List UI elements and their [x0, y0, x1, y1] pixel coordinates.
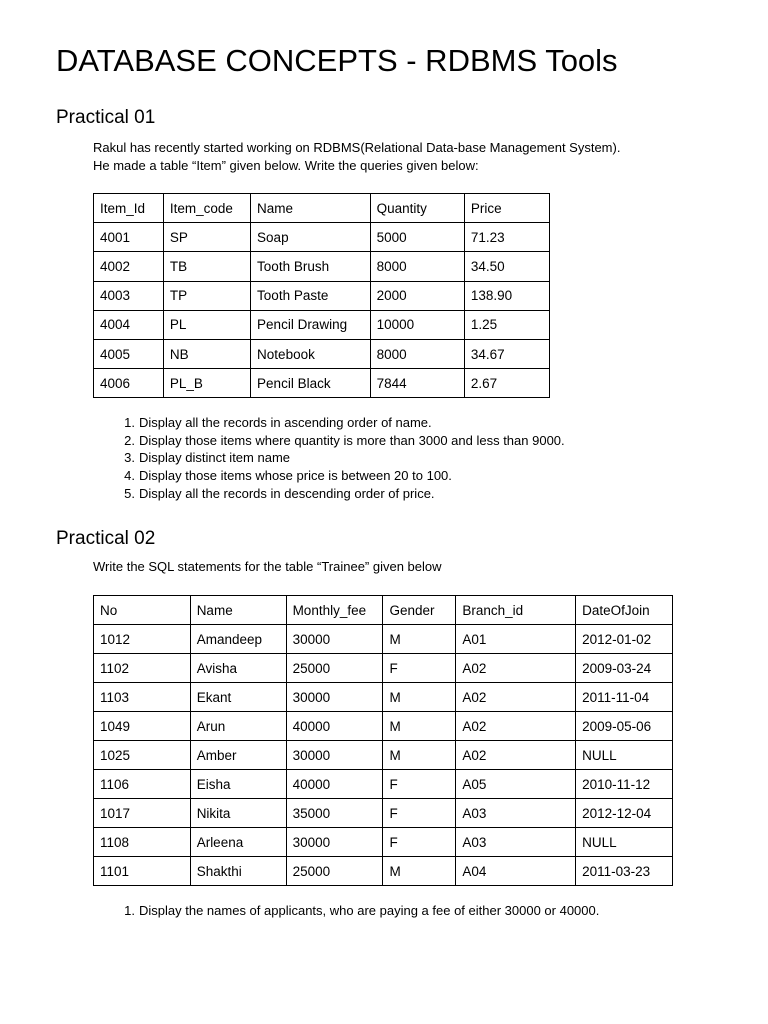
table-row — [94, 799, 673, 828]
task-item — [124, 449, 565, 467]
table-cell-quantity: 8000 — [370, 252, 464, 281]
table-cell-item-code: SP — [163, 223, 250, 252]
table-cell-name: Amandeep — [190, 625, 286, 654]
table-header-row — [94, 596, 673, 625]
table-cell-item-code: TP — [163, 281, 250, 310]
table-cell-gender: M — [383, 857, 456, 886]
table-cell-price: 1.25 — [464, 310, 549, 339]
table-row — [94, 310, 550, 339]
table-cell-branch-id: A02 — [456, 712, 576, 741]
table-cell-gender: M — [383, 741, 456, 770]
table-cell-name: Tooth Paste — [251, 281, 371, 310]
table-cell-date-of-join: 2011-11-04 — [576, 683, 673, 712]
table-cell-item-id: 4006 — [94, 369, 164, 398]
table-cell-monthly-fee: 30000 — [286, 683, 383, 712]
task-item — [124, 485, 565, 503]
table-cell-no: 1106 — [94, 770, 191, 799]
table-cell-date-of-join: 2011-03-23 — [576, 857, 673, 886]
task-number: 4. — [124, 468, 135, 484]
table-cell-name: Notebook — [251, 339, 371, 368]
table-cell-name: Arleena — [190, 828, 286, 857]
table-cell-no: 1101 — [94, 857, 191, 886]
table-cell-price: 71.23 — [464, 223, 549, 252]
table-cell-branch-id: A04 — [456, 857, 576, 886]
table-cell-no: 1012 — [94, 625, 191, 654]
table-cell-gender: M — [383, 625, 456, 654]
table-cell-item-id: 4005 — [94, 339, 164, 368]
task-number: 1. — [124, 903, 135, 918]
table-row — [94, 683, 673, 712]
task-text: Display the names of applicants, who are paying a fee of either 30000 or 40000. — [139, 903, 600, 918]
task-item — [124, 414, 565, 432]
table-cell-item-id: 4002 — [94, 252, 164, 281]
page-title: DATABASE CONCEPTS - RDBMS Tools — [56, 43, 618, 78]
table-cell-quantity: 2000 — [370, 281, 464, 310]
practical-02-task-list — [124, 902, 600, 920]
table-cell-price: 138.90 — [464, 281, 549, 310]
table-cell-monthly-fee: 30000 — [286, 828, 383, 857]
practical-01-task-list — [124, 414, 565, 503]
table-cell-branch-id: A03 — [456, 799, 576, 828]
table-cell-branch-id: A05 — [456, 770, 576, 799]
intro-line-2: He made a table “Item” given below. Write the queries given below: — [93, 157, 479, 173]
table-cell-no: 1103 — [94, 683, 191, 712]
table-cell-monthly-fee: 35000 — [286, 799, 383, 828]
table-cell-date-of-join: NULL — [576, 741, 673, 770]
task-text: Display all the records in descending order of price. — [139, 485, 435, 501]
table-cell-quantity: 8000 — [370, 339, 464, 368]
table-row — [94, 369, 550, 398]
table-cell-item-id: 4001 — [94, 223, 164, 252]
table-row — [94, 252, 550, 281]
table-cell-name: Soap — [251, 223, 371, 252]
table-cell-item-code: TB — [163, 252, 250, 281]
table-cell-name: Amber — [190, 741, 286, 770]
table-cell-quantity: 7844 — [370, 369, 464, 398]
task-text: Display all the records in ascending order of name. — [139, 415, 432, 430]
task-item — [124, 902, 600, 920]
task-text: Display those items whose price is between 20 to 100. — [139, 468, 452, 484]
table-cell-no: 1108 — [94, 828, 191, 857]
table-cell-date-of-join: 2012-12-04 — [576, 799, 673, 828]
practical-01-intro — [93, 139, 620, 174]
table-cell-item-id: 4004 — [94, 310, 164, 339]
table-cell-gender: M — [383, 683, 456, 712]
task-item — [124, 467, 565, 485]
table-cell-no: 1025 — [94, 741, 191, 770]
intro-line-1: Rakul has recently started working on RDBMS(Relational Data-base Management System). — [93, 140, 621, 155]
table-cell-branch-id: A02 — [456, 654, 576, 683]
table-row — [94, 223, 550, 252]
task-item — [124, 432, 565, 450]
table-header-row — [94, 194, 550, 223]
task-text: Display those items where quantity is more than 3000 and less than 9000. — [139, 432, 565, 448]
table-cell-date-of-join: 2012-01-02 — [576, 625, 673, 654]
table-cell-item-code: NB — [163, 339, 250, 368]
table-cell-name: Tooth Brush — [251, 252, 371, 281]
practical-02-intro: Write the SQL statements for the table “Trainee” given below — [93, 559, 442, 574]
table-cell-monthly-fee: 40000 — [286, 770, 383, 799]
table-row — [94, 712, 673, 741]
table-cell-price: 2.67 — [464, 369, 549, 398]
trainee-table — [93, 595, 673, 886]
column-header: DateOfJoin — [576, 596, 673, 625]
column-header: Name — [251, 194, 371, 223]
practical-01-heading: Practical 01 — [56, 107, 156, 128]
table-cell-branch-id: A03 — [456, 828, 576, 857]
table-row — [94, 741, 673, 770]
table-cell-gender: F — [383, 828, 456, 857]
table-cell-monthly-fee: 25000 — [286, 654, 383, 683]
column-header: Item_code — [163, 194, 250, 223]
column-header: Branch_id — [456, 596, 576, 625]
table-cell-name: Avisha — [190, 654, 286, 683]
table-cell-item-code: PL — [163, 310, 250, 339]
table-cell-name: Nikita — [190, 799, 286, 828]
table-cell-date-of-join: 2010-11-12 — [576, 770, 673, 799]
table-row — [94, 857, 673, 886]
task-number: 3. — [124, 450, 135, 466]
table-cell-gender: F — [383, 770, 456, 799]
column-header: No — [94, 596, 191, 625]
table-row — [94, 654, 673, 683]
table-cell-branch-id: A02 — [456, 683, 576, 712]
table-cell-quantity: 5000 — [370, 223, 464, 252]
table-cell-gender: F — [383, 654, 456, 683]
task-number: 2. — [124, 432, 135, 448]
table-cell-quantity: 10000 — [370, 310, 464, 339]
item-table — [93, 193, 550, 398]
task-number: 1. — [124, 415, 135, 430]
column-header: Quantity — [370, 194, 464, 223]
table-cell-no: 1017 — [94, 799, 191, 828]
table-cell-name: Shakthi — [190, 857, 286, 886]
table-cell-branch-id: A02 — [456, 741, 576, 770]
table-cell-monthly-fee: 40000 — [286, 712, 383, 741]
table-cell-date-of-join: 2009-03-24 — [576, 654, 673, 683]
table-cell-no: 1102 — [94, 654, 191, 683]
column-header: Price — [464, 194, 549, 223]
column-header: Gender — [383, 596, 456, 625]
task-number: 5. — [124, 485, 135, 501]
table-cell-name: Ekant — [190, 683, 286, 712]
table-cell-price: 34.50 — [464, 252, 549, 281]
table-cell-date-of-join: NULL — [576, 828, 673, 857]
table-cell-item-code: PL_B — [163, 369, 250, 398]
column-header: Monthly_fee — [286, 596, 383, 625]
table-cell-name: Pencil Black — [251, 369, 371, 398]
practical-02-heading: Practical 02 — [56, 528, 156, 549]
table-cell-monthly-fee: 30000 — [286, 741, 383, 770]
table-cell-name: Eisha — [190, 770, 286, 799]
table-cell-name: Pencil Drawing — [251, 310, 371, 339]
table-cell-item-id: 4003 — [94, 281, 164, 310]
table-cell-gender: M — [383, 712, 456, 741]
task-text: Display distinct item name — [139, 450, 290, 466]
table-cell-date-of-join: 2009-05-06 — [576, 712, 673, 741]
table-cell-monthly-fee: 30000 — [286, 625, 383, 654]
table-cell-monthly-fee: 25000 — [286, 857, 383, 886]
table-row — [94, 828, 673, 857]
table-cell-name: Arun — [190, 712, 286, 741]
table-cell-gender: F — [383, 799, 456, 828]
table-row — [94, 770, 673, 799]
table-row — [94, 625, 673, 654]
table-cell-no: 1049 — [94, 712, 191, 741]
column-header: Name — [190, 596, 286, 625]
table-cell-branch-id: A01 — [456, 625, 576, 654]
table-row — [94, 281, 550, 310]
column-header: Item_Id — [94, 194, 164, 223]
table-cell-price: 34.67 — [464, 339, 549, 368]
table-row — [94, 339, 550, 368]
